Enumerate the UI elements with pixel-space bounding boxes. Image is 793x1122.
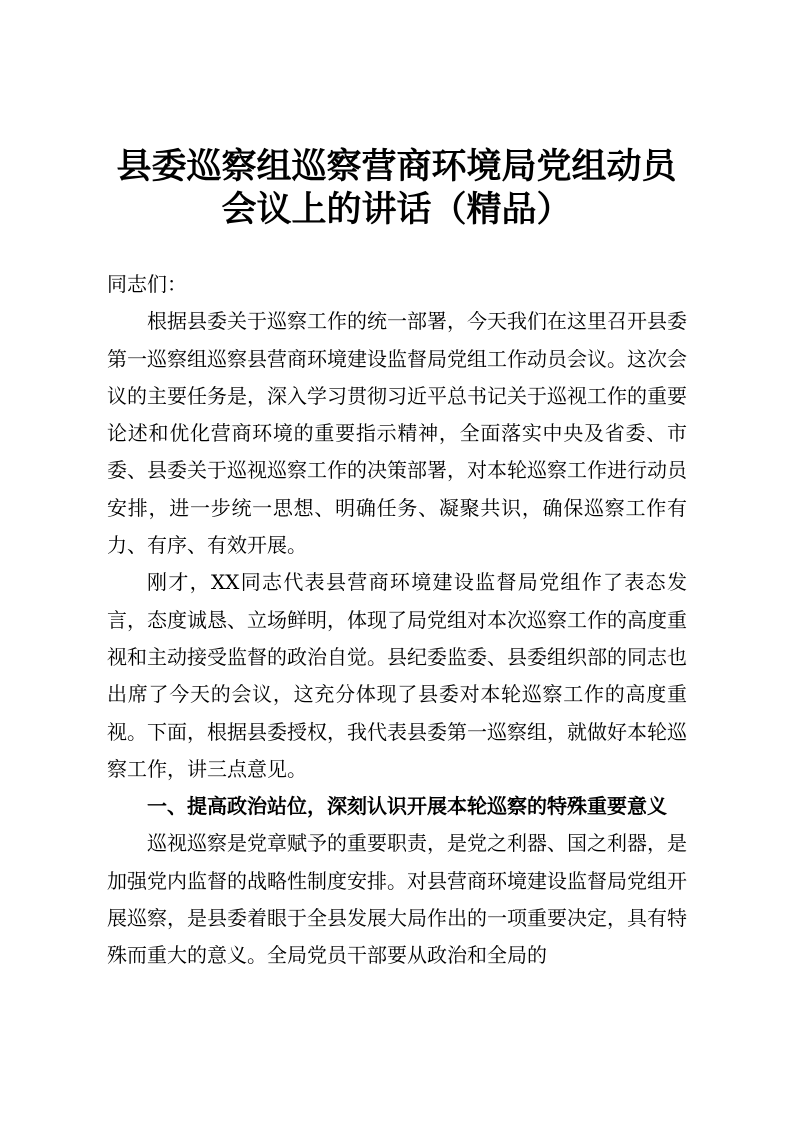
section-heading-1: 一、提高政治站位，深刻认识开展本轮巡察的特殊重要意义 <box>147 794 667 819</box>
title-line-1: 县委巡察组巡察营商环境局党组动员 <box>116 147 677 187</box>
salutation: 同志们： <box>107 272 187 296</box>
paragraph-3: 巡视巡察是党章赋予的重要职责，是党之利器、国之利器，是加强党内监督的战略性制度安排。对县营商环境建设监督局党组开展巡察，是县委着眼于全县发展大局作出的一项重要决定，具有特殊而重大的意义。全局党员干部要从政治和全局的 <box>107 831 687 968</box>
title-line-2: 会议上的讲话（精品） <box>221 190 572 230</box>
document-body <box>107 266 687 975</box>
paragraph-1: 根据县委关于巡察工作的统一部署，今天我们在这里召开县委第一巡察组巡察县营商环境建设监督局党组工作动员会议。这次会议的主要任务是，深入学习贯彻习近平总书记关于巡视工作的重要论述和优化营商环境的重要指示精神，全面落实中央及省委、市委、县委关于巡视巡察工作的决策部署，对本轮巡察工作进行动员安排，进一步统一思想、明确任务、凝聚共识，确保巡察工作有力、有序、有效开展。 <box>107 309 687 558</box>
document-title <box>100 146 693 232</box>
paragraph-2: 刚才，XX同志代表县营商环境建设监督局党组作了表态发言，态度诚恳、立场鲜明，体现了局党组对本次巡察工作的高度重视和主动接受监督的政治自觉。县纪委监委、县委组织部的同志也出席了今天的会议，这充分体现了县委对本轮巡察工作的高度重视。下面，根据县委授权，我代表县委第一巡察组，就做好本轮巡察工作，讲三点意见。 <box>107 570 687 781</box>
